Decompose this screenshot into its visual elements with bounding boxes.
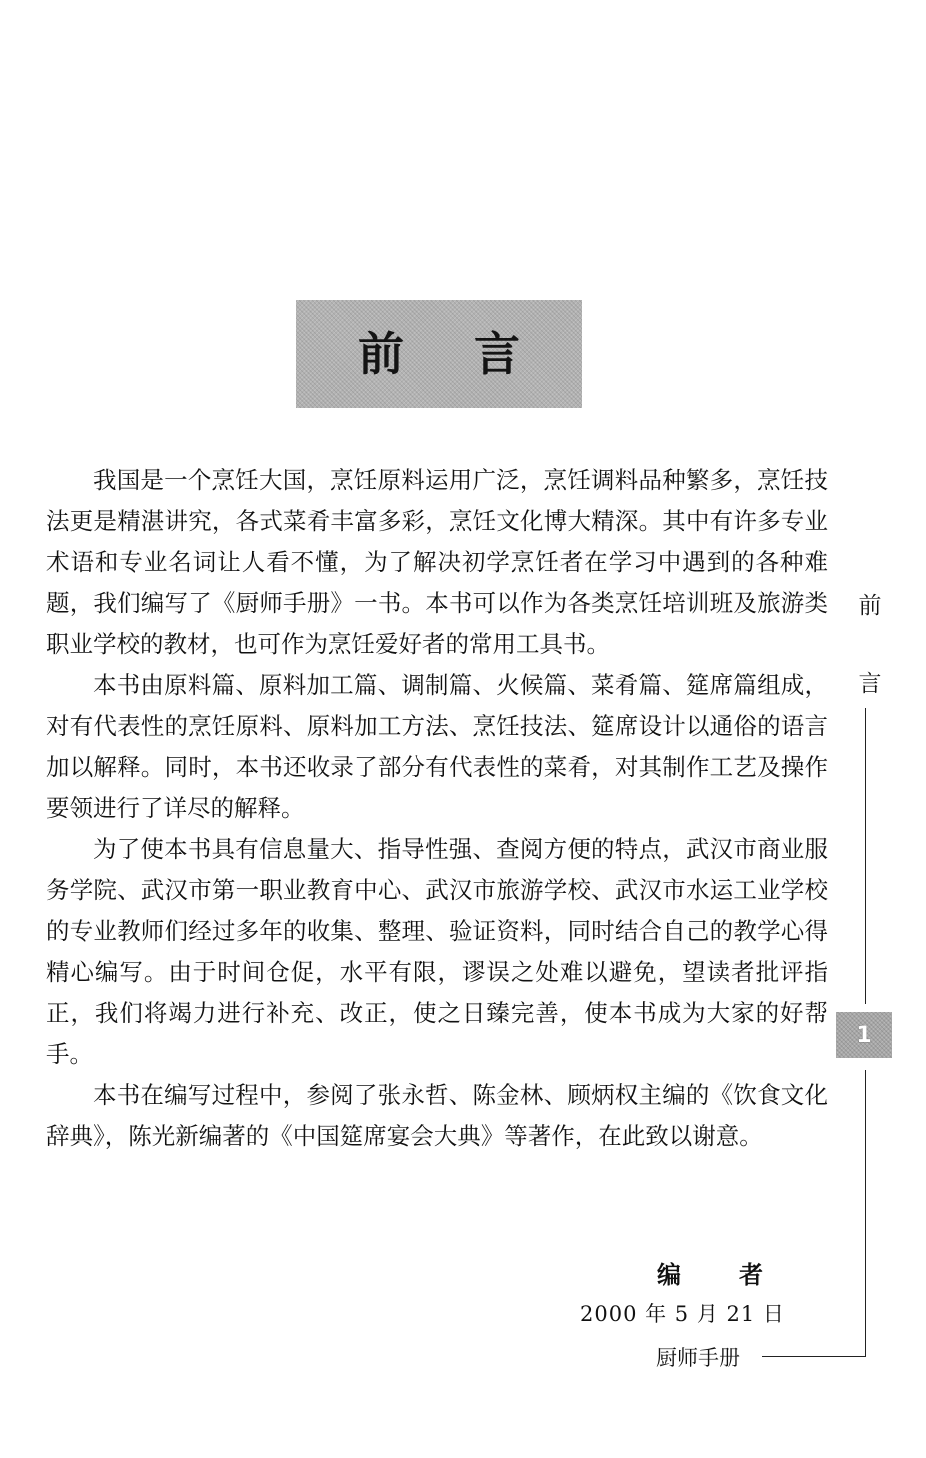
paragraph-2: 本书由原料篇、原料加工篇、调制篇、火候篇、菜肴篇、筵席篇组成，对有代表性的烹饪原料、原料加工方法、烹饪技法、筵席设计以通俗的语言加以解释。同时，本书还收录了部分有代表性的菜肴，对其制作工艺及操作要领进行了详尽的解释。 [46,671,828,822]
paragraph-4: 本书在编写过程中，参阅了张永哲、陈金林、顾炳权主编的《饮食文化辞典》，陈光新编著的《中国筵席宴会大典》等著作，在此致以谢意。 [46,1081,828,1150]
preface-body [46,460,828,1157]
side-rule-lower [865,1070,866,1357]
paragraph-1: 我国是一个烹饪大国，烹饪原料运用广泛，烹饪调料品种繁多，烹饪技法更是精湛讲究，各式菜肴丰富多彩，烹饪文化博大精深。其中有许多专业术语和专业名词让人看不懂，为了解决初学烹饪者在学习中遇到的各种难题，我们编写了《厨师手册》一书。本书可以作为各类烹饪培训班及旅游类职业学校的教材，也可作为烹饪爱好者的常用工具书。 [46,466,828,658]
footer-rule [762,1356,866,1357]
footer-book-title: 厨师手册 [656,1346,740,1370]
side-rule-upper [865,708,866,1004]
page-number: 1 [856,1022,872,1048]
author-signature: 编者 [657,1261,821,1289]
side-heading-char-1: 前 [858,593,882,619]
date-line: 2000 年 5 月 21 日 [580,1302,785,1326]
title-banner [296,300,590,408]
page-number-badge [836,1012,892,1058]
page-title: 前言 [358,327,590,381]
side-heading-char-2: 言 [858,671,882,697]
paragraph-3: 为了使本书具有信息量大、指导性强、查阅方便的特点，武汉市商业服务学院、武汉市第一职业教育中心、武汉市旅游学校、武汉市水运工业学校的专业教师们经过多年的收集、整理、验证资料，同时结合自己的教学心得精心编写。由于时间仓促，水平有限，谬误之处难以避免，望读者批评指正，我们将竭力进行补充、改正，使之日臻完善，使本书成为大家的好帮手。 [46,835,828,1068]
